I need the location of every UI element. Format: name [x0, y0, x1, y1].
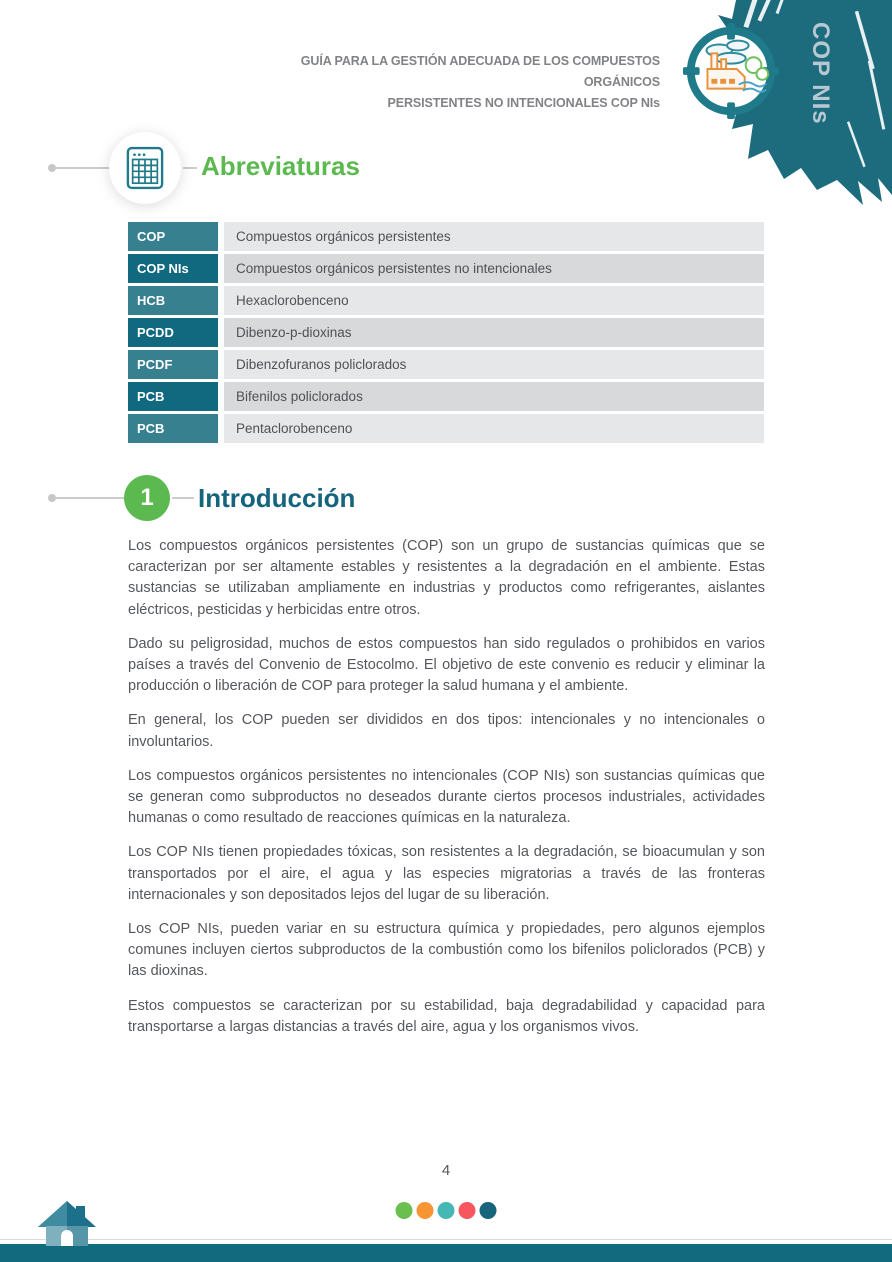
footer-dot-darkteal: [480, 1202, 497, 1219]
banner-vertical-label: COP NIs: [807, 22, 834, 125]
abbr-key: COP: [128, 222, 218, 251]
abbr-value: Compuestos orgánicos persistentes: [224, 222, 764, 251]
paragraph: Dado su peligrosidad, muchos de estos compuestos han sido regulados o prohibidos en varios países a través del Convenio de Estocolmo. El objetivo de este convenio es reducir y eliminar la producción o liberación de COP para proteger la salud humana y el ambiente.: [128, 635, 765, 695]
table-row: [128, 222, 764, 251]
table-row: [128, 254, 764, 283]
calculator-grid-icon: [126, 146, 164, 190]
footer-dot-teal: [438, 1202, 455, 1219]
table-row: [128, 414, 764, 443]
abbr-value: Bifenilos policlorados: [224, 382, 764, 411]
header-title-line1: GUÍA PARA LA GESTIÓN ADECUADA DE LOS COMPUESTOS ORGÁNICOS: [300, 54, 660, 89]
header-title-line2: PERSISTENTES NO INTENCIONALES COP NIs: [387, 96, 660, 110]
abbr-key: HCB: [128, 286, 218, 315]
document-header-title: [240, 51, 660, 114]
footer-dots: [396, 1202, 497, 1219]
abbr-value: Hexaclorobenceno: [224, 286, 764, 315]
table-row: [128, 350, 764, 379]
section-icon-circle: [109, 132, 181, 204]
connector-line: [172, 497, 194, 499]
table-row: [128, 286, 764, 315]
introduction-body: [128, 536, 765, 1051]
abbr-value: Pentaclorobenceno: [224, 414, 764, 443]
target-factory-logo-icon: [682, 22, 780, 120]
abbreviations-heading: Abreviaturas: [201, 151, 360, 181]
connector-line: [54, 497, 124, 499]
table-row: [128, 382, 764, 411]
table-row: [128, 318, 764, 347]
page-number: 4: [441, 1162, 451, 1179]
abbreviations-table: [128, 222, 764, 446]
footer-dot-green: [396, 1202, 413, 1219]
abbr-value: Dibenzofuranos policlorados: [224, 350, 764, 379]
connector-line: [54, 167, 111, 169]
introduction-heading: Introducción: [198, 483, 356, 513]
paragraph: Los COP NIs, pueden variar en su estructura química y propiedades, pero algunos ejemplos comunes incluyen ciertos subproductos de la combustión como los bifenilos policlorados (PCB) y las dioxinas.: [128, 921, 765, 980]
paragraph: Los compuestos orgánicos persistentes no intencionales (COP NIs) son sustancias químicas que se generan como subproductos no deseados durante ciertos procesos industriales, actividades humanas o como resultado de reacciones químicas en la naturaleza.: [128, 767, 765, 827]
footer-divider: [0, 1239, 892, 1240]
connector-line: [183, 167, 197, 169]
section-number-badge: 1: [124, 475, 170, 521]
footer-dot-orange: [417, 1202, 434, 1219]
home-icon[interactable]: [36, 1199, 98, 1246]
footer-dot-red: [459, 1202, 476, 1219]
paragraph: Los COP NIs tienen propiedades tóxicas, son resistentes a la degradación, se bioacumulan y son transportados por el aire, el agua y las especies migratorias a través de las fronteras internacionales y son depositados lejos del lugar de su liberación.: [128, 844, 765, 903]
abbr-key: PCB: [128, 414, 218, 443]
abbr-key: PCDF: [128, 350, 218, 379]
abbr-key: COP NIs: [128, 254, 218, 283]
paragraph: Estos compuestos se caracterizan por su estabilidad, baja degradabilidad y capacidad para transportarse a largas distancias a través del aire, agua y los organismos vivos.: [128, 997, 765, 1035]
abbr-key: PCDD: [128, 318, 218, 347]
abbr-value: Dibenzo-p-dioxinas: [224, 318, 764, 347]
abbr-key: PCB: [128, 382, 218, 411]
paragraph: En general, los COP pueden ser divididos en dos tipos: intencionales y no intencionales o involuntarios.: [128, 712, 765, 750]
abbr-value: Compuestos orgánicos persistentes no intencionales: [224, 254, 764, 283]
bottom-bar: [0, 1244, 892, 1262]
paragraph: Los compuestos orgánicos persistentes (COP) son un grupo de sustancias químicas que se caracterizan por ser altamente estables y resistentes a la degradación en el ambiente. Estas sustancias se utilizaban ampliamente en industrias y productos como refrigerantes, aislantes eléctricos, pesticidas y herbicidas entre otros.: [128, 538, 765, 618]
